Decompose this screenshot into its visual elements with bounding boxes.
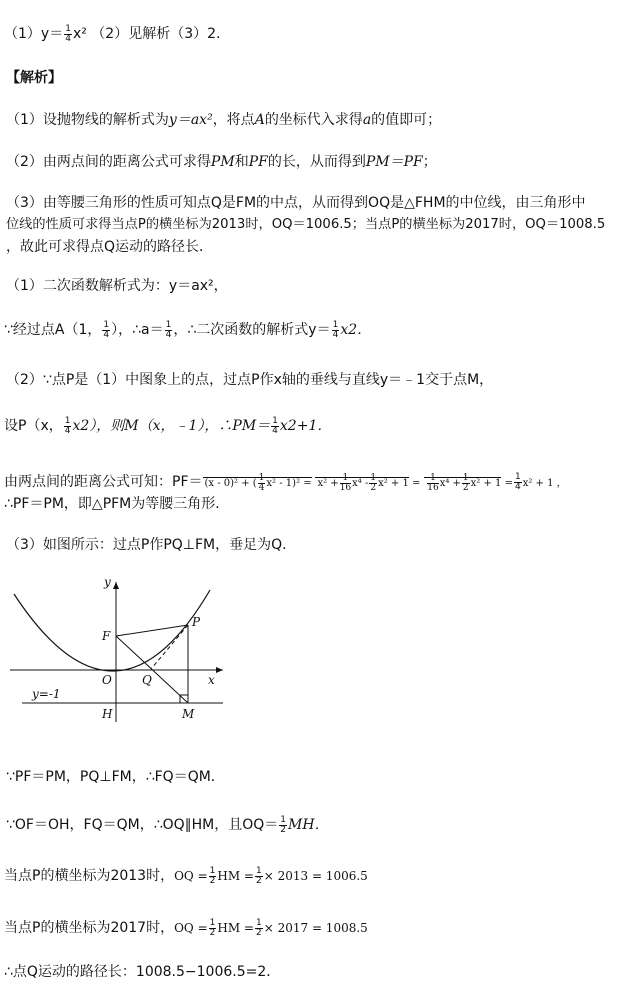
answer-part1: （1）y＝ xyxy=(4,26,64,42)
label-x: x xyxy=(208,673,215,687)
analysis-header: 【解析】 xyxy=(6,70,62,86)
label-y: y xyxy=(104,575,111,589)
label-P: P xyxy=(192,615,201,629)
label-O: O xyxy=(102,673,112,687)
answer-tail: x² （2）见解析（3）2. xyxy=(72,26,221,42)
parabola-figure xyxy=(8,572,238,732)
solution-10: 当点P的横坐标为2013时，OQ = $\frac{1}{2}$ HM = $\frac{1}{2}$ × 2013 = 1006.5 xyxy=(4,865,368,886)
solution-6: ∴PF＝PM，即△PFM为等腰三角形． xyxy=(4,496,230,512)
hint-3-line1: （3）由等腰三角形的性质可知点Q是FM的中点，从而得到OQ是△FHM的中位线，由三角形中 xyxy=(6,195,586,211)
label-F: F xyxy=(102,629,111,643)
answer-line xyxy=(4,24,220,44)
x-axis-arrow xyxy=(216,667,223,673)
segment-PQ xyxy=(151,625,188,669)
answer-fraction: $\frac{1}{4}$ xyxy=(65,23,71,44)
solution-3: （2）∵点P是（1）中图象上的点，过点P作x轴的垂线与直线y＝﹣1交于点M， xyxy=(6,372,494,388)
hint-3-line3: ，故此可求得点Q运动的路径长． xyxy=(6,239,214,255)
hint-3-line2: 位线的性质可求得当点P的横坐标为2013时，OQ＝1006.5；当点P的横坐标为2017时，OQ＝1008.5 xyxy=(6,217,606,232)
solution-12: ∴点Q运动的路径长：1008.5−1006.5=2． xyxy=(4,964,281,980)
label-line: y=-1 xyxy=(32,687,61,701)
label-H: H xyxy=(102,707,113,721)
label-Q: Q xyxy=(142,673,152,687)
y-axis-arrow xyxy=(113,582,119,589)
hint-2: （2）由两点间的距离公式可求得PM和PF的长，从而得到PM＝PF； xyxy=(6,154,437,170)
solution-2: ∵经过点A（1， $\frac{1}{4}$ ），∴a＝ $\frac{1}{4}$ ，∴二次函数的解析式y＝ $\frac{1}{4}$ x2． xyxy=(4,319,372,340)
solution-11: 当点P的横坐标为2017时，OQ = $\frac{1}{2}$ HM = $\frac{1}{2}$ × 2017 = 1008.5 xyxy=(4,917,368,938)
solution-8: ∵PF＝PM，PQ⊥FM，∴FQ＝QM． xyxy=(6,769,225,785)
solution-1: （1）二次函数解析式为：y＝ax²， xyxy=(6,278,228,294)
parabola-curve xyxy=(14,590,210,671)
hint-1: （1）设抛物线的解析式为y＝ax²，将点A的坐标代入求得a的值即可； xyxy=(6,112,442,128)
solution-7: （3）如图所示：过点P作PQ⊥FM，垂足为Q． xyxy=(6,537,297,553)
solution-4: 设P（x， $\frac{1}{4}$ x2），则M（x，﹣1），∴PM＝ $\frac{1}{4}$ x2+1． xyxy=(4,415,332,436)
solution-5: 由两点间的距离公式可知：PF＝ (x - 0)² + ( $\frac{1}{4}$ x² - 1)² = x² + $\frac{1}{16}$ x⁴ - $\frac{1}{2}$ x² + 1 = $\frac{1}{16}$ x⁴ + $\frac{1}{2}$ x² + 1 = $\frac{1}{4}$ x² + 1 ， xyxy=(4,472,567,493)
segment-FP xyxy=(116,625,188,636)
solution-9: ∵OF＝OH，FQ＝QM，∴OQ∥HM，且OQ＝ $\frac{1}{2}$ MH． xyxy=(6,814,329,835)
label-M: M xyxy=(182,707,195,721)
